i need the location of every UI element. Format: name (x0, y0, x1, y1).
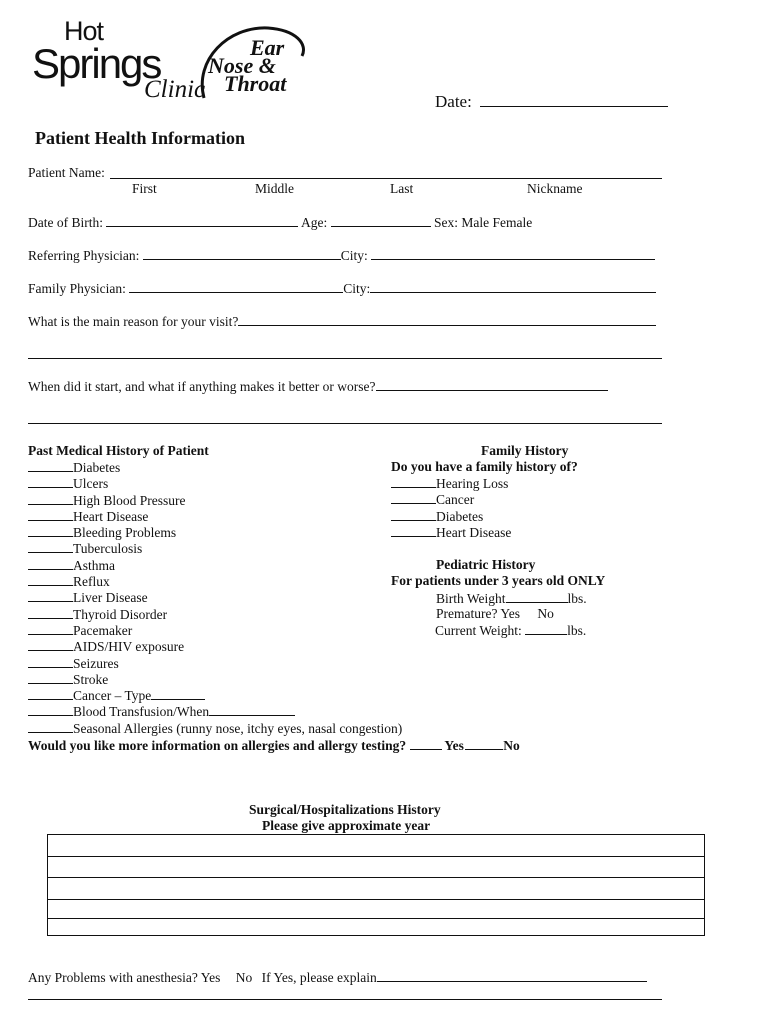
start-line[interactable] (376, 378, 608, 391)
date-field[interactable] (435, 92, 668, 112)
reason-line[interactable] (238, 313, 656, 326)
family-history-item (391, 491, 511, 507)
anesthesia-row (28, 969, 647, 986)
transfusion-when-line[interactable] (209, 703, 295, 716)
pmh-heading: Past Medical History of Patient (28, 443, 209, 458)
family-history-item (391, 475, 511, 491)
current-weight-unit: lbs. (567, 623, 587, 638)
pmh-item (28, 508, 402, 524)
logo-throat-text: Throat (224, 71, 287, 96)
pmh-item-label: Bleeding Problems (73, 525, 177, 541)
family-history-heading: Family History (481, 443, 569, 458)
pmh-item-label: High Blood Pressure (73, 492, 186, 508)
start-line-2[interactable] (28, 423, 662, 424)
pmh-item (28, 606, 402, 622)
premature-yes-option[interactable]: Yes (500, 606, 520, 621)
clinic-logo (28, 18, 318, 110)
family-history-item-blank[interactable] (391, 524, 436, 537)
pmh-item (28, 475, 402, 491)
pmh-item-blank[interactable] (28, 720, 73, 733)
pmh-item-label: Reflux (73, 574, 110, 590)
family-physician-city-label: City: (343, 281, 371, 296)
family-history-item-blank[interactable] (391, 508, 436, 521)
allergy-question-row (28, 737, 520, 754)
pmh-item (28, 459, 402, 475)
birth-weight-label: Birth Weight (436, 591, 506, 606)
family-physician-row (28, 280, 656, 297)
pmh-item-blank[interactable] (28, 671, 73, 684)
pmh-item-label: AIDS/HIV exposure (73, 639, 185, 655)
family-history-question: Do you have a family history of? (391, 459, 578, 474)
pmh-item-blank[interactable] (28, 459, 73, 472)
premature-label: Premature? (436, 606, 498, 621)
pmh-item-label: Diabetes (73, 460, 121, 475)
anesthesia-question: Any Problems with anesthesia? (28, 970, 198, 985)
pmh-item (28, 540, 402, 556)
anesthesia-yes-option[interactable]: Yes (200, 970, 221, 985)
referring-line[interactable] (143, 247, 341, 260)
pmh-item (28, 524, 402, 540)
birth-weight-unit: lbs. (567, 591, 587, 606)
family-history-item (391, 508, 511, 524)
last-name-caption: Last (390, 181, 414, 196)
sex-male-option[interactable]: Male (461, 215, 490, 230)
pmh-item-blank[interactable] (28, 622, 73, 635)
pmh-list (28, 459, 402, 736)
pmh-item (28, 573, 402, 589)
allergy-no-line[interactable] (465, 737, 503, 750)
pmh-item-label: Ulcers (73, 476, 109, 492)
referring-row (28, 247, 655, 264)
surgical-table-row[interactable] (48, 857, 704, 878)
pmh-item-label: Heart Disease (73, 508, 149, 524)
family-history-item-label: Diabetes (436, 508, 484, 524)
logo-clinic-text: Clinic (144, 76, 206, 103)
pmh-item-blank[interactable] (28, 557, 73, 570)
logo-nose-text: Nose & (208, 53, 276, 78)
pmh-item-blank[interactable] (28, 606, 73, 619)
nickname-caption: Nickname (527, 181, 583, 196)
surgical-heading: Surgical/Hospitalizations History (249, 802, 441, 817)
pmh-item-blank[interactable] (28, 655, 73, 668)
pmh-item-label: Seizures (73, 655, 119, 671)
page-title: Patient Health Information (35, 128, 245, 148)
pmh-item-blank[interactable] (28, 492, 73, 505)
current-weight-row (435, 622, 586, 639)
premature-no-option[interactable]: No (537, 606, 554, 621)
surgical-history-table (47, 834, 705, 936)
surgical-subheading: Please give approximate year (262, 818, 431, 833)
anesthesia-no-option[interactable]: No (235, 970, 253, 985)
patient-name-label: Patient Name: (28, 165, 105, 180)
pmh-item (28, 687, 402, 703)
pmh-item (28, 492, 402, 508)
pmh-item (28, 655, 402, 671)
dob-row (28, 214, 532, 231)
pmh-item (28, 622, 402, 638)
family-history-item-label: Cancer (436, 492, 475, 508)
pmh-item-blank[interactable] (28, 703, 73, 716)
dob-label: Date of Birth: (28, 215, 103, 230)
pediatric-heading: Pediatric History (436, 557, 536, 572)
first-name-caption: First (132, 181, 157, 196)
referring-label: Referring Physician: (28, 248, 140, 263)
surgical-table-row[interactable] (48, 900, 704, 919)
logo-hot-text: Hot (64, 16, 104, 46)
anesthesia-explain-line-2[interactable] (28, 999, 662, 1000)
family-history-list (391, 475, 511, 540)
pmh-item (28, 638, 402, 654)
family-history-item-blank[interactable] (391, 491, 436, 504)
family-physician-city-line[interactable] (370, 280, 656, 293)
cancer-type-line[interactable] (151, 687, 205, 700)
pmh-item-label: Tuberculosis (73, 541, 143, 557)
pmh-item-label: Liver Disease (73, 590, 148, 606)
start-label: When did it start, and what if anything makes it better or worse? (28, 379, 376, 394)
family-physician-label: Family Physician: (28, 281, 126, 296)
referring-city-label: City: (340, 248, 368, 263)
logo-ear-text: Ear (250, 35, 285, 60)
pmh-item (28, 589, 402, 605)
family-history-item-blank[interactable] (391, 475, 436, 488)
pmh-item-blank[interactable] (28, 540, 73, 553)
sex-female-option[interactable]: Female (492, 215, 533, 230)
pmh-item-label: Blood Transfusion/When (73, 704, 210, 720)
start-row (28, 378, 608, 395)
premature-row (436, 606, 554, 622)
pmh-item (28, 703, 402, 719)
pmh-item-label: Asthma (73, 557, 115, 573)
pmh-item-label: Seasonal Allergies (runny nose, itchy eyes, nasal congestion) (73, 720, 403, 736)
pmh-item-blank[interactable] (28, 589, 73, 602)
surgical-table-row[interactable] (48, 835, 704, 857)
pmh-item-label: Stroke (73, 671, 109, 687)
dob-line[interactable] (106, 214, 298, 227)
age-line[interactable] (331, 214, 431, 227)
family-history-item-label: Heart Disease (436, 524, 512, 540)
anesthesia-explain-line[interactable] (377, 969, 647, 982)
pediatric-subheading: For patients under 3 years old ONLY (391, 573, 606, 588)
reason-label: What is the main reason for your visit? (28, 314, 239, 329)
family-history-item-label: Hearing Loss (436, 476, 509, 491)
age-label: Age: (301, 215, 328, 230)
pmh-item-label: Cancer – Type (73, 688, 152, 704)
pmh-item-blank[interactable] (28, 687, 73, 700)
allergy-question-text: Would you like more information on allergies and allergy testing? (28, 738, 407, 753)
current-weight-line[interactable] (525, 622, 567, 635)
pmh-item-blank[interactable] (28, 524, 73, 537)
pmh-item-blank[interactable] (28, 638, 73, 651)
surgical-table-row[interactable] (48, 878, 704, 900)
reason-line-2[interactable] (28, 358, 662, 359)
referring-city-line[interactable] (371, 247, 655, 260)
logo-springs-text: Springs (32, 40, 161, 87)
birth-weight-line[interactable] (506, 590, 568, 603)
family-physician-line[interactable] (129, 280, 343, 293)
middle-name-caption: Middle (255, 181, 294, 196)
date-line[interactable] (480, 94, 668, 107)
date-label: Date: (435, 92, 472, 111)
current-weight-label: Current Weight: (435, 623, 522, 638)
pmh-item (28, 720, 402, 736)
sex-label: Sex: (434, 215, 459, 230)
patient-name-line[interactable] (110, 178, 662, 179)
surgical-table-row[interactable] (48, 919, 704, 935)
pmh-item (28, 557, 402, 573)
birth-weight-row (436, 590, 587, 607)
anesthesia-explain-label: If Yes, please explain (261, 970, 377, 985)
pmh-item-blank[interactable] (28, 573, 73, 586)
allergy-yes-line[interactable] (410, 737, 442, 750)
pmh-item-label: Thyroid Disorder (73, 606, 168, 622)
pmh-item (28, 671, 402, 687)
allergy-yes-label: Yes (444, 738, 464, 753)
family-history-item (391, 524, 511, 540)
pmh-item-label: Pacemaker (73, 622, 133, 638)
allergy-no-label: No (503, 738, 520, 753)
pmh-item-blank[interactable] (28, 475, 73, 488)
pmh-item-blank[interactable] (28, 508, 73, 521)
reason-row (28, 313, 656, 330)
